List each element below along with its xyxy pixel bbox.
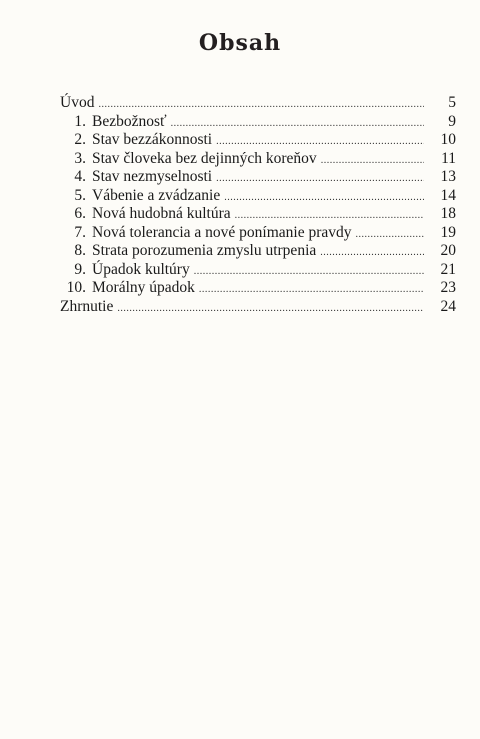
toc-leader-dots	[194, 263, 424, 282]
toc-entry-label: Nová hudobná kultúra	[92, 205, 231, 222]
toc-entry-page: 11	[441, 149, 456, 167]
toc-leader-dots	[321, 152, 424, 171]
toc-entry-5	[60, 187, 456, 206]
toc-leader-dots	[199, 281, 424, 300]
toc-entry-number: 9.	[74, 260, 86, 278]
toc-leader-dots	[224, 189, 424, 208]
toc-entry-9	[60, 261, 456, 280]
toc-entry-page: 13	[440, 168, 456, 185]
toc-entry-6	[60, 205, 456, 224]
toc-entry-page: 5	[448, 94, 456, 111]
toc-entry-number: 6.	[74, 205, 86, 222]
toc-entry-page: 24	[440, 297, 456, 315]
toc-entry-label: Stav človeka bez dejinných koreňov	[92, 149, 317, 167]
toc-entry-4	[60, 168, 456, 187]
toc-leader-dots	[320, 244, 424, 263]
toc-entry-number: 4.	[74, 168, 86, 185]
toc-leader-dots	[117, 300, 424, 319]
toc-entry-page: 9	[448, 112, 456, 130]
toc-entry-number: 3.	[74, 149, 86, 167]
toc-entry-label: Stav nezmyselnosti	[92, 168, 213, 185]
toc-entry-label: Bezbožnosť	[92, 112, 167, 130]
toc-entry-page: 18	[440, 205, 456, 222]
toc-entry-number: 8.	[74, 242, 86, 259]
toc-entry-7	[60, 224, 456, 243]
toc-entry-label: Úpadok kultúry	[92, 260, 190, 278]
toc-entry-number: 10.	[66, 279, 86, 296]
toc-entry-3	[60, 150, 456, 169]
toc-entry-page: 21	[440, 260, 456, 278]
toc-entry-page: 19	[440, 223, 456, 241]
toc-leader-dots	[216, 170, 424, 189]
toc-entry-page: 14	[440, 186, 456, 204]
toc-entry-zhrnutie	[60, 298, 456, 317]
toc-entry-label: Strata porozumenia zmyslu utrpenia	[92, 242, 317, 259]
toc-entry-label: Vábenie a zvádzanie	[92, 186, 221, 204]
toc-entry-8	[60, 242, 456, 261]
table-of-contents	[60, 94, 456, 316]
toc-entry-10	[60, 279, 456, 298]
toc-entry-number: 7.	[74, 223, 86, 241]
toc-entry-label: Nová tolerancia a nové ponímanie pravdy	[92, 223, 352, 241]
toc-entry-uvod	[60, 94, 456, 113]
toc-entry-label: Stav bezzákonnosti	[92, 131, 213, 148]
toc-entry-label: Zhrnutie	[60, 297, 114, 315]
toc-entry-number: 2.	[74, 131, 86, 148]
toc-entry-label: Morálny úpadok	[92, 279, 195, 296]
toc-entry-2	[60, 131, 456, 150]
toc-entry-page: 10	[440, 131, 456, 148]
toc-entry-page: 20	[440, 242, 456, 259]
toc-entry-page: 23	[440, 279, 456, 296]
toc-leader-dots	[356, 226, 424, 245]
toc-entry-number: 1.	[74, 112, 86, 130]
toc-entry-1	[60, 113, 456, 132]
page-title: Obsah	[198, 30, 282, 56]
toc-entry-number: 5.	[74, 186, 86, 204]
toc-entry-label: Úvod	[60, 94, 95, 111]
